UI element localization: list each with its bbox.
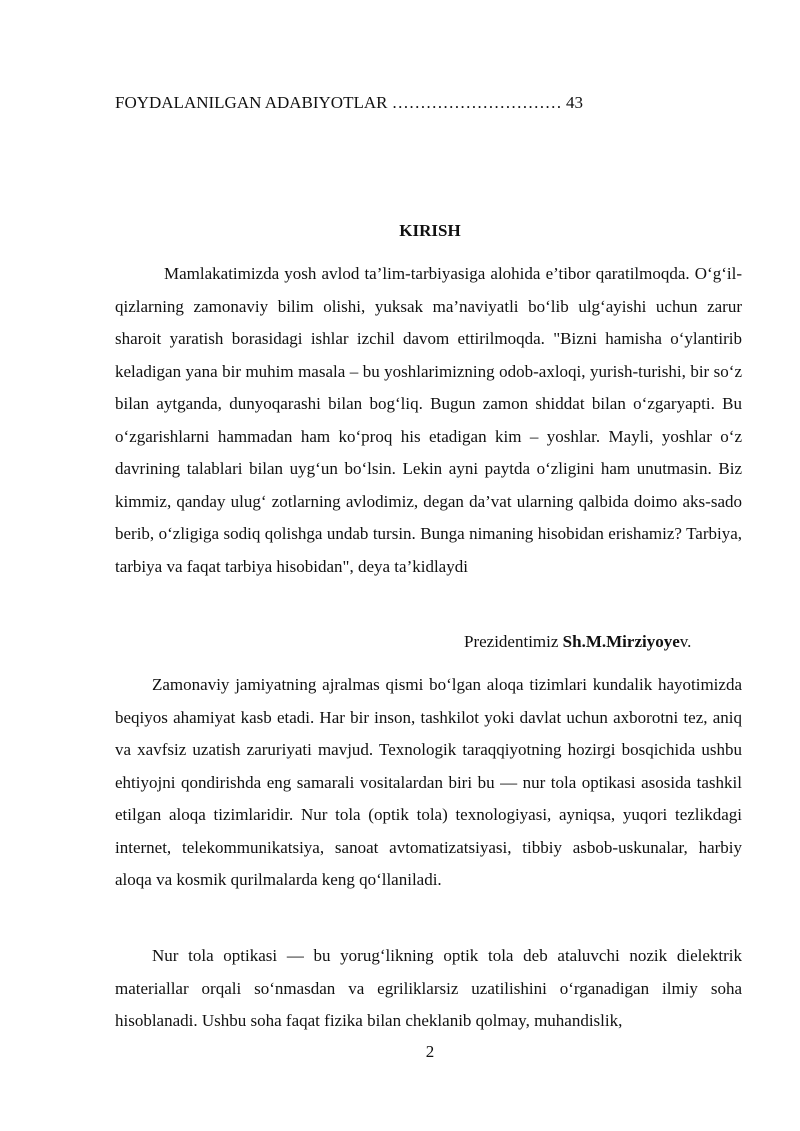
paragraph-intro-quote: Mamlakatimizda yosh avlod ta’lim-tarbiyasiga alohida e’tibor qaratilmoqda. O‘g‘il-qizlarning zamonaviy bilim olishi, yuksak ma’naviyatli bo‘lib ulg‘ayishi uchun zarur sharoit yaratish borasidagi ishlar izchil davom ettirilmoqda. "Bizni hamisha o‘ylantirib keladigan yana bir muhim masala – bu yoshlarimizning odob-axloqi, yurish-turishi, bir so‘z bilan aytganda, dunyoqarashi bilan bog‘liq. Bugun zamon shiddat bilan o‘zgaryapti. Bu o‘zgarishlarni hammadan ham ko‘proq his etadigan kim – yoshlar. Mayli, yoshlar o‘z davrining talablari bilan uyg‘un bo‘lsin. Lekin ayni paytda o‘zligini ham unutmasin. Biz kimmiz, qanday ulug‘ zotlarning avlodimiz, degan da’vat ularning qalbida doimo aks-sado berib, o‘zligiga sodiq qolishga undab tursin. Bunga nimaning hisobidan erishamiz? Tarbiya, tarbiya va faqat tarbiya hisobidan", deya ta’kidlaydi	[115, 264, 742, 576]
attribution-suffix: v.	[679, 632, 692, 651]
toc-entry-label: FOYDALANILGAN ADABIYOTLAR	[115, 93, 388, 112]
section-heading: KIRISH	[399, 221, 461, 240]
attribution-prefix: Prezidentimiz	[464, 632, 563, 651]
quote-attribution	[464, 628, 691, 656]
paragraph-fiber-optics: Nur tola optikasi — bu yorug‘likning optik tola deb ataluvchi nozik dielektrik materiallar orqali so‘nmasdan va egriliklarsiz uzatilishini o‘rganadigan ilmiy soha hisoblanadi. Ushbu soha faqat fizika bilan cheklanib qolmay, muhandislik,	[115, 946, 742, 1030]
toc-entry[interactable]	[115, 91, 583, 115]
toc-entry-leader: …………………………	[391, 93, 562, 112]
page-number: 2	[425, 1042, 435, 1061]
toc-entry-page: 43	[565, 93, 583, 112]
attribution-name: Sh.M.Mirziyoye	[562, 632, 680, 651]
paragraph-communication-systems: Zamonaviy jamiyatning ajralmas qismi bo‘lgan aloqa tizimlari kundalik hayotimizda beqiyos ahamiyat kasb etadi. Har bir inson, tashkilot yoki davlat uchun axborotni tez, aniq va xavfsiz uzatish zaruriyati mavjud. Texnologik taraqqiyotning hozirgi bosqichida ushbu ehtiyojni qondirishda eng samarali vositalardan biri bu — nur tola optikasi asosida tashkil etilgan aloqa tizimlaridir. Nur tola (optik tola) texnologiyasi, ayniqsa, yuqori tezlikdagi internet, telekommunikatsiya, sanoat avtomatizatsiyasi, tibbiy asbob-uskunalar, harbiy aloqa va kosmik qurilmalarda keng qo‘llaniladi.	[115, 675, 742, 889]
